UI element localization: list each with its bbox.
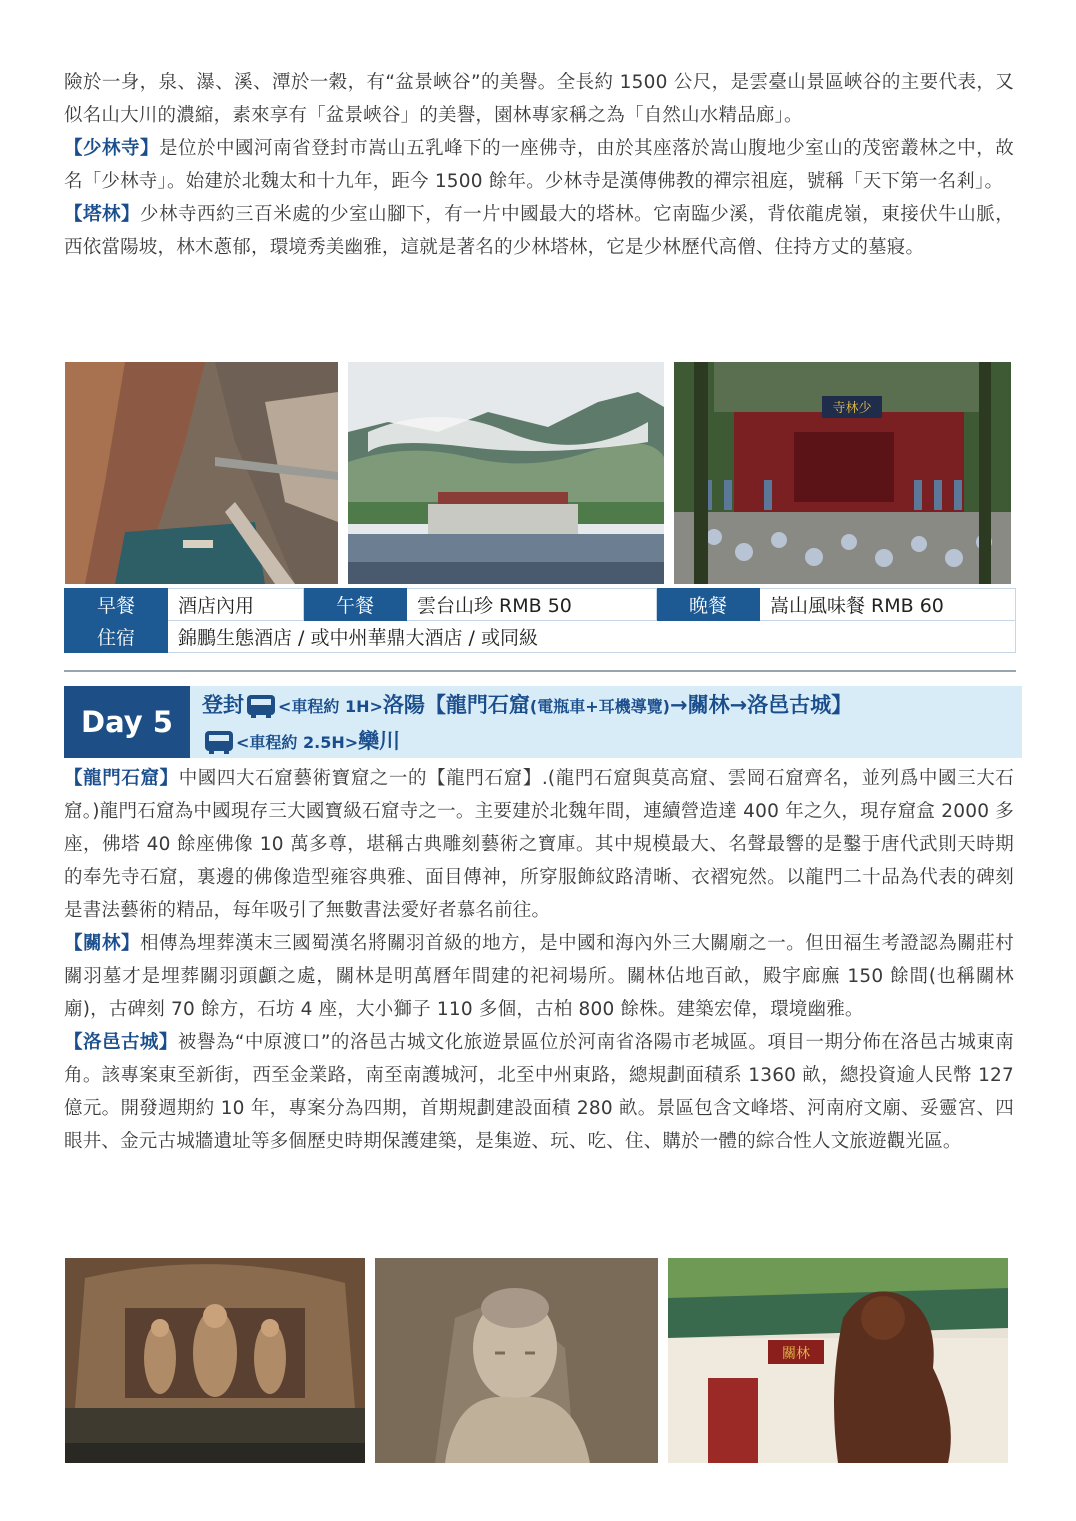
meal-row — [65, 589, 1016, 621]
shaolin-title: 【少林寺】 — [64, 138, 160, 159]
guanlin-title: 【關林】 — [64, 933, 141, 954]
luoyi-text: 被譽為“中原渡口”的洛邑古城文化旅遊景區位於河南省洛陽市老城區。項目一期分佈在洛邑古城東南角。該專案東至新街，西至金業路，南至南護城河，北至中州東路，總規劃面積系 1360 畝，總投資逾人民幣 127 億元。開發週期約 10 年，專案分為四期，首期規劃建設面積 280 畝。景區包含文峰塔、河南府文廟、妥靈宮、四眼井、金元古城牆遺址等多個歷史時期保護建築，是集遊、玩、吃、住、購於一體的綜合性人文旅遊觀光區。 — [64, 1032, 1014, 1152]
lunch-label: 午餐 — [304, 589, 407, 621]
guanlin-paragraph — [64, 927, 1014, 1026]
canyon-photo — [65, 362, 338, 584]
section-divider — [64, 670, 1016, 672]
day5-drive2: <車程約 2.5H> — [236, 733, 359, 752]
guanlin-temple-photo — [668, 1258, 1008, 1463]
day5-dest3: 欒川 — [358, 729, 401, 753]
hotel-row — [65, 621, 1016, 653]
shaolin-temple-photo — [674, 362, 1011, 584]
day5-title-line1 — [202, 688, 1014, 724]
day5-start: 登封 — [202, 693, 244, 717]
luoyi-paragraph — [64, 1026, 1014, 1158]
talin-title: 【塔林】 — [64, 204, 141, 225]
breakfast-value: 酒店內用 — [168, 589, 304, 621]
luoyi-title: 【洛邑古城】 — [64, 1032, 178, 1053]
bus-icon — [205, 731, 233, 751]
guanlin-text: 相傳為埋葬漢末三國蜀漢名將關羽首級的地方，是中國和海內外三大關廟之一。但田福生考證認為關莊村關羽墓才是埋葬關羽頭顱之處，關林是明萬曆年間建的祀祠場所。關林佔地百畝，殿宇廊廡 150 餘間(也稱關林廟)，古碑刻 70 餘方，石坊 4 座，大小獅子 110 多個，古柏 800 餘株。建築宏偉，環境幽雅。 — [64, 933, 1014, 1020]
meal-table — [64, 588, 1016, 653]
longmen-paragraph — [64, 762, 1014, 927]
day5-title — [202, 688, 1014, 760]
longmen-text: 中國四大石窟藝術寶窟之一的【龍門石窟】.(龍門石窟與莫高窟、雲岡石窟齊名，並列爲中國三大石窟。)龍門石窟為中國現存三大國寶級石窟寺之一。主要建於北魏年間，連續營造達 400 年之久，現存窟盒 2000 多座，佛塔 40 餘座佛像 10 萬多尊，堪稱古典雕刻藝術之寶庫。其中規模最大、名聲最響的是鑿于唐代武則天時期的奉先寺石窟，裏邊的佛像造型雍容典雅、面目傳神，所穿服飾紋路清晰、衣褶宛然。以龍門二十品為代表的碑刻是書法藝術的精品，每年吸引了無數書法愛好者慕名前往。 — [64, 768, 1015, 921]
mountain-plaza-photo — [348, 362, 664, 584]
day5-banner — [64, 686, 1022, 758]
longmen-title: 【龍門石窟】 — [64, 768, 179, 789]
talin-text: 少林寺西約三百米處的少室山腳下，有一片中國最大的塔林。它南臨少溪，背依龍虎嶺，東接伏牛山脈，西依當陽坡，林木蔥郁，環境秀美幽雅，這就是著名的少林塔林，它是少林歷代高僧、住持方丈的墓寢。 — [64, 204, 1014, 258]
day5-text-block — [64, 762, 1014, 1158]
day5-title-line2 — [202, 724, 1014, 760]
shaolin-paragraph — [64, 132, 1014, 198]
dinner-value: 嵩山風味餐 RMB 60 — [760, 589, 1016, 621]
day5-label: Day 5 — [64, 686, 190, 758]
breakfast-label: 早餐 — [65, 589, 168, 621]
top-text-block — [64, 66, 1014, 264]
hotel-label: 住宿 — [65, 621, 168, 653]
dinner-label: 晚餐 — [657, 589, 760, 621]
shaolin-text: 是位於中國河南省登封市嵩山五乳峰下的一座佛寺，由於其座落於嵩山腹地少室山的茂密叢林之中，故名「少林寺」。始建於北魏太和十九年，距今 1500 餘年。少林寺是漢傳佛教的禪宗祖庭，號稱「天下第一名剎」。 — [64, 138, 1014, 192]
grottoes-photo — [65, 1258, 365, 1463]
talin-paragraph — [64, 198, 1014, 264]
hotel-value: 錦鵬生態酒店 / 或中州華鼎大酒店 / 或同級 — [168, 621, 1016, 653]
shaolin-sign: 寺林少 — [832, 401, 872, 416]
bus-icon — [247, 695, 275, 715]
day5-dest1: 洛陽【龍門石窟 — [382, 693, 530, 717]
photo-row-1 — [65, 362, 1011, 584]
photo-row-2 — [65, 1258, 1008, 1463]
day5-note: (電瓶車+耳機導覽) — [529, 697, 670, 716]
guanlin-sign: 關林 — [782, 1346, 810, 1362]
day5-drive1: <車程約 1H> — [278, 697, 383, 716]
intro-paragraph: 險於一身，泉、瀑、溪、潭於一穀，有“盆景峽谷”的美譽。全長約 1500 公尺，是雲臺山景區峽谷的主要代表，又似名山大川的濃縮，素來享有「盆景峽谷」的美譽，園林專家稱之為「自然山水精品廊」。 — [64, 72, 1014, 126]
lunch-value: 雲台山珍 RMB 50 — [407, 589, 657, 621]
day5-dest2: →關林→洛邑古城】 — [669, 693, 853, 717]
buddha-photo — [375, 1258, 658, 1463]
